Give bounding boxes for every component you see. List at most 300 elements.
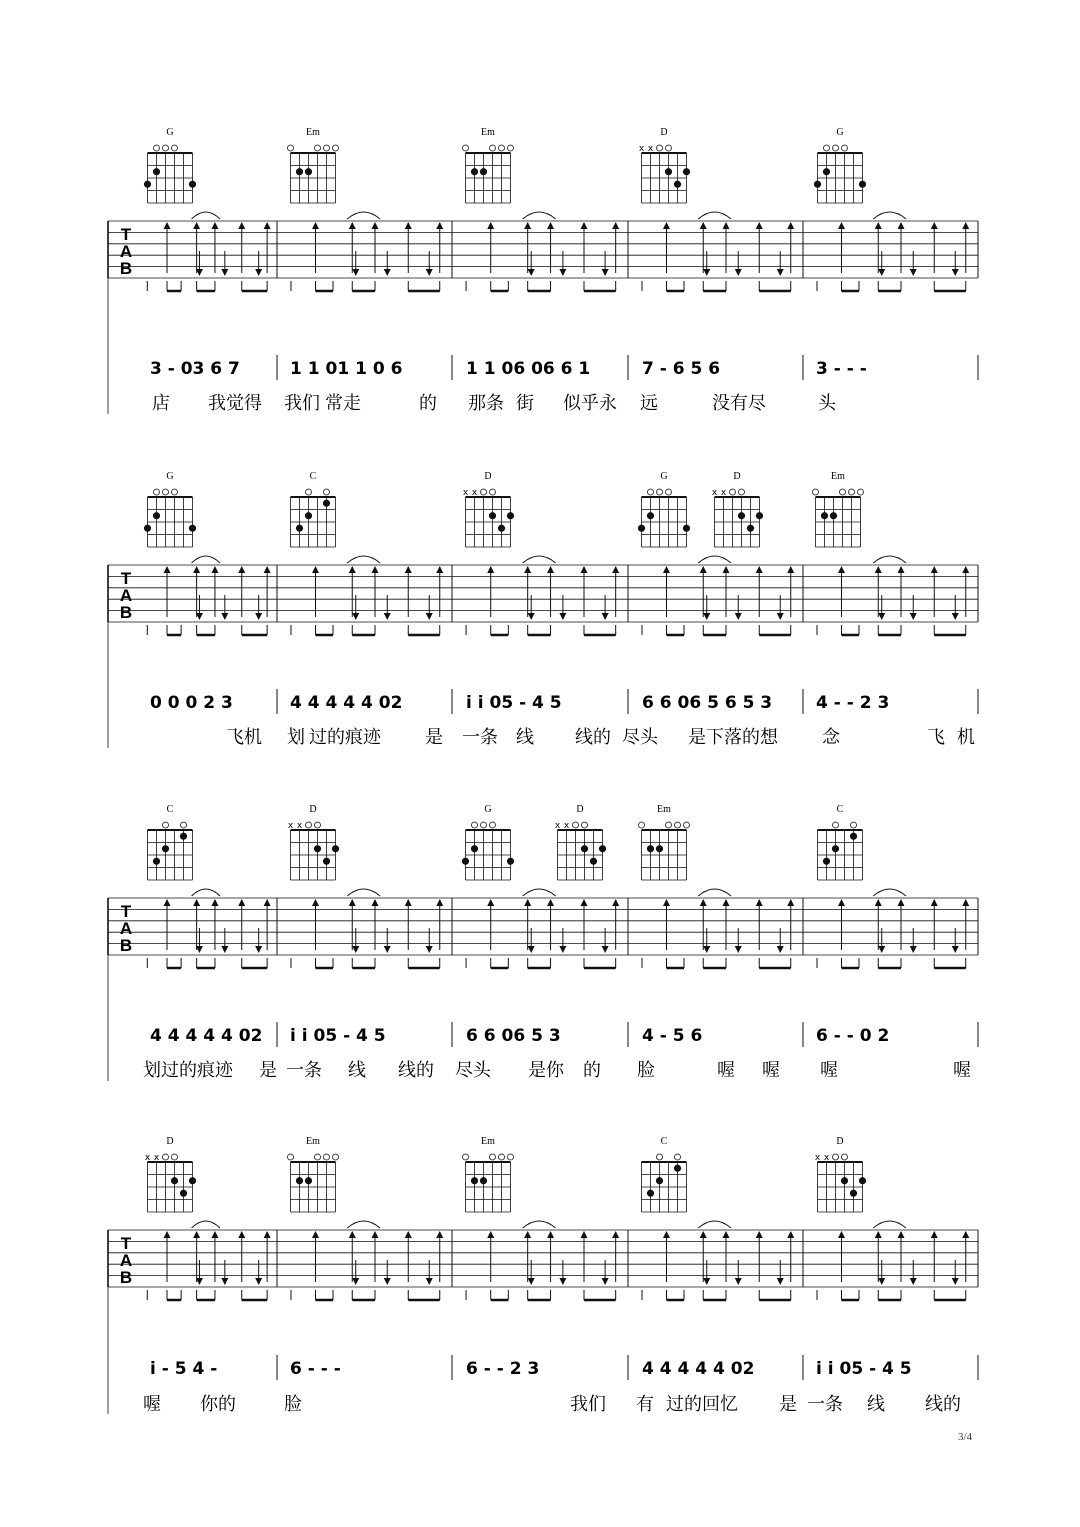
strum-up-arrow: [581, 222, 588, 229]
strum-up-arrow: [524, 566, 531, 573]
numbered-notation: 4 4 4 4 4 02: [642, 1359, 755, 1379]
chord-name: D: [660, 127, 668, 138]
open-string-mark: [499, 1154, 505, 1160]
numbered-notation: 4 - 5 6: [642, 1026, 703, 1046]
strum-down-arrow: [559, 1278, 566, 1285]
muted-string-mark: x: [720, 488, 727, 498]
finger-dot: [296, 1177, 303, 1184]
open-string-mark: [573, 822, 579, 828]
numbered-notation: 1 1 01 1 0 6: [290, 359, 403, 379]
open-string-mark: [842, 1154, 848, 1160]
chord-name: C: [166, 804, 174, 815]
chord-diagram: [462, 804, 514, 880]
lyric: 一条: [462, 727, 498, 748]
open-string-mark: [730, 489, 736, 495]
open-string-mark: [639, 822, 645, 828]
finger-dot: [153, 858, 160, 865]
strum-down-arrow: [703, 946, 710, 953]
open-string-mark: [657, 145, 663, 151]
strum-up-arrow: [349, 222, 356, 229]
open-string-mark: [163, 822, 169, 828]
strum-up-arrow: [787, 1231, 794, 1238]
chord-name: D: [309, 804, 317, 815]
strum-up-arrow: [875, 222, 882, 229]
finger-dot: [498, 525, 505, 532]
strum-up-arrow: [264, 899, 271, 906]
finger-dot: [841, 1177, 848, 1184]
strum-up-arrow: [898, 566, 905, 573]
tab-clef-letter: B: [119, 936, 133, 955]
strum-measure: [817, 1221, 969, 1300]
open-string-mark: [657, 1154, 663, 1160]
strum-up-arrow: [547, 1231, 554, 1238]
strum-down-arrow: [255, 946, 262, 953]
finger-dot: [462, 858, 469, 865]
strum-down-arrow: [952, 269, 959, 276]
strum-down-arrow: [221, 946, 228, 953]
strum-down-arrow: [952, 946, 959, 953]
finger-dot: [738, 512, 745, 519]
strum-up-arrow: [436, 566, 443, 573]
lyric: 是下落的想: [688, 727, 778, 748]
finger-dot: [471, 845, 478, 852]
lyric: 我觉得: [208, 393, 262, 414]
finger-dot: [162, 845, 169, 852]
strum-down-arrow: [735, 946, 742, 953]
finger-dot: [144, 181, 151, 188]
strum-up-arrow: [962, 1231, 969, 1238]
strum-up-arrow: [211, 222, 218, 229]
strum-up-arrow: [372, 566, 379, 573]
finger-dot: [480, 1177, 487, 1184]
muted-string-mark: x: [471, 488, 478, 498]
open-string-mark: [666, 145, 672, 151]
finger-dot: [296, 168, 303, 175]
lyric: 是: [259, 1060, 277, 1081]
finger-dot: [189, 1177, 196, 1184]
strum-measure: [291, 212, 443, 291]
strum-up-arrow: [349, 1231, 356, 1238]
strum-up-arrow: [898, 222, 905, 229]
strum-up-arrow: [524, 222, 531, 229]
chord-name: G: [166, 127, 174, 138]
strum-up-arrow: [211, 1231, 218, 1238]
finger-dot: [507, 512, 514, 519]
strum-up-arrow: [487, 1231, 494, 1238]
open-string-mark: [858, 489, 864, 495]
strum-measure: [291, 1221, 443, 1300]
tab-staff: [108, 565, 978, 622]
strum-measure: [817, 212, 969, 291]
system-row: [108, 471, 978, 748]
numbered-notation: 6 6 06 5 3: [466, 1026, 561, 1046]
chord-diagram: [291, 471, 336, 547]
tab-clef-letter: A: [119, 586, 133, 605]
strum-down-arrow: [221, 613, 228, 620]
chord-diagram: [642, 1136, 687, 1212]
lyric: 线的: [398, 1060, 434, 1081]
tie-arc: [873, 212, 906, 219]
strum-up-arrow: [211, 899, 218, 906]
open-string-mark: [481, 489, 487, 495]
strum-up-arrow: [372, 1231, 379, 1238]
lyric: 街: [516, 393, 534, 414]
tab-clef-letter: B: [119, 1268, 133, 1287]
strum-down-arrow: [528, 1278, 535, 1285]
muted-string-mark: x: [296, 821, 303, 831]
strum-down-arrow: [878, 946, 885, 953]
tab-staff: [108, 898, 978, 955]
finger-dot: [674, 1165, 681, 1172]
finger-dot: [507, 858, 514, 865]
strum-up-arrow: [312, 899, 319, 906]
finger-dot: [823, 168, 830, 175]
strum-measure: [642, 1221, 794, 1300]
finger-dot: [314, 845, 321, 852]
strum-up-arrow: [581, 566, 588, 573]
numbered-notation: 7 - 6 5 6: [642, 359, 721, 379]
lyric: 线的: [925, 1394, 961, 1415]
chord-name: G: [166, 471, 174, 482]
strum-up-arrow: [193, 899, 200, 906]
strum-up-arrow: [612, 222, 619, 229]
muted-string-mark: x: [554, 821, 561, 831]
tie-arc: [523, 1221, 556, 1228]
strum-up-arrow: [756, 566, 763, 573]
muted-string-mark: x: [711, 488, 718, 498]
finger-dot: [153, 168, 160, 175]
open-string-mark: [813, 489, 819, 495]
strum-measure: [466, 556, 619, 635]
strum-up-arrow: [962, 899, 969, 906]
tie-arc: [347, 556, 380, 563]
strum-up-arrow: [436, 222, 443, 229]
strum-up-arrow: [238, 566, 245, 573]
finger-dot: [296, 525, 303, 532]
strum-measure: [642, 212, 794, 291]
lyric: 喔: [953, 1060, 971, 1081]
finger-dot: [180, 833, 187, 840]
strum-up-arrow: [787, 222, 794, 229]
muted-string-mark: x: [638, 144, 645, 154]
strum-up-arrow: [931, 899, 938, 906]
strum-down-arrow: [703, 613, 710, 620]
numbered-notation: 0 0 0 2 3: [150, 693, 233, 713]
open-string-mark: [833, 822, 839, 828]
open-string-mark: [172, 1154, 178, 1160]
strum-down-arrow: [878, 269, 885, 276]
strum-up-arrow: [193, 222, 200, 229]
strum-up-arrow: [436, 899, 443, 906]
open-string-mark: [463, 1154, 469, 1160]
numbered-notation: 6 - - 0 2: [816, 1026, 890, 1046]
numbered-notation: 6 - - -: [290, 1359, 341, 1379]
strum-down-arrow: [777, 946, 784, 953]
strum-up-arrow: [756, 899, 763, 906]
finger-dot: [153, 512, 160, 519]
lyric: 线: [516, 727, 534, 748]
finger-dot: [656, 1177, 663, 1184]
muted-string-mark: x: [814, 1153, 821, 1163]
finger-dot: [480, 168, 487, 175]
strum-up-arrow: [349, 566, 356, 573]
strum-down-arrow: [352, 946, 359, 953]
strum-up-arrow: [898, 1231, 905, 1238]
lyric: 一条: [286, 1060, 322, 1081]
numbered-notation: 3 - 03 6 7: [150, 359, 240, 379]
strum-up-arrow: [524, 1231, 531, 1238]
chord-diagram: [144, 127, 196, 203]
chord-name: Em: [657, 804, 671, 815]
tie-arc: [698, 1221, 731, 1228]
strum-up-arrow: [723, 222, 730, 229]
muted-string-mark: x: [462, 488, 469, 498]
finger-dot: [471, 1177, 478, 1184]
strum-measure: [291, 556, 443, 635]
tie-arc: [698, 212, 731, 219]
strum-up-arrow: [547, 222, 554, 229]
finger-dot: [665, 168, 672, 175]
strum-up-arrow: [723, 1231, 730, 1238]
strum-up-arrow: [663, 1231, 670, 1238]
strum-up-arrow: [931, 566, 938, 573]
strum-up-arrow: [581, 1231, 588, 1238]
open-string-mark: [288, 145, 294, 151]
finger-dot: [144, 525, 151, 532]
finger-dot: [305, 512, 312, 519]
open-string-mark: [306, 489, 312, 495]
tie-arc: [347, 212, 380, 219]
chord-name: C: [836, 804, 844, 815]
open-string-mark: [163, 145, 169, 151]
strum-up-arrow: [875, 1231, 882, 1238]
lyric: 没有尽: [712, 393, 766, 414]
strum-up-arrow: [487, 222, 494, 229]
strum-measure: [817, 889, 969, 968]
open-string-mark: [684, 822, 690, 828]
numbered-notation: 6 - - 2 3: [466, 1359, 540, 1379]
strum-up-arrow: [312, 1231, 319, 1238]
open-string-mark: [324, 145, 330, 151]
strum-up-arrow: [405, 566, 412, 573]
chord-name: Em: [481, 127, 495, 138]
lyric: 喔: [143, 1394, 161, 1415]
open-string-mark: [675, 1154, 681, 1160]
lyric: 是你: [528, 1060, 564, 1081]
strum-up-arrow: [312, 222, 319, 229]
lyric: 脸: [637, 1060, 655, 1081]
tie-arc: [873, 889, 906, 896]
strum-down-arrow: [426, 1278, 433, 1285]
lyric: 你的: [200, 1394, 236, 1415]
tie-arc: [523, 556, 556, 563]
chord-name: D: [733, 471, 741, 482]
tie-arc: [192, 556, 220, 563]
strum-measure: [642, 889, 794, 968]
strum-up-arrow: [312, 566, 319, 573]
strum-down-arrow: [878, 1278, 885, 1285]
open-string-mark: [490, 822, 496, 828]
strum-up-arrow: [838, 1231, 845, 1238]
strum-down-arrow: [777, 1278, 784, 1285]
strum-down-arrow: [703, 269, 710, 276]
strum-up-arrow: [756, 1231, 763, 1238]
open-string-mark: [306, 822, 312, 828]
lyric: 远: [640, 393, 658, 414]
finger-dot: [850, 833, 857, 840]
tab-clef-letter: B: [119, 603, 133, 622]
lyric: 一条: [807, 1394, 843, 1415]
tab-clef-letter: T: [120, 569, 132, 588]
strum-up-arrow: [436, 1231, 443, 1238]
open-string-mark: [657, 489, 663, 495]
finger-dot: [171, 1177, 178, 1184]
finger-dot: [821, 512, 828, 519]
strum-up-arrow: [211, 566, 218, 573]
strum-down-arrow: [528, 269, 535, 276]
strum-down-arrow: [910, 613, 917, 620]
lyric: 我们: [284, 393, 320, 414]
strum-down-arrow: [777, 613, 784, 620]
strum-down-arrow: [602, 946, 609, 953]
lyric: 机: [957, 727, 975, 748]
lyric: 念: [822, 727, 840, 748]
finger-dot: [830, 512, 837, 519]
strum-up-arrow: [700, 1231, 707, 1238]
muted-string-mark: x: [647, 144, 654, 154]
chord-name: D: [576, 804, 584, 815]
chord-diagram: [463, 471, 514, 547]
finger-dot: [189, 181, 196, 188]
strum-down-arrow: [878, 613, 885, 620]
finger-dot: [647, 845, 654, 852]
muted-string-mark: x: [823, 1153, 830, 1163]
tab-clef-letter: T: [120, 225, 132, 244]
open-string-mark: [288, 1154, 294, 1160]
lyric: 我们: [570, 1394, 606, 1415]
tie-arc: [698, 556, 731, 563]
open-string-mark: [666, 822, 672, 828]
open-string-mark: [833, 1154, 839, 1160]
tie-arc: [873, 556, 906, 563]
strum-up-arrow: [898, 899, 905, 906]
finger-dot: [823, 858, 830, 865]
strum-up-arrow: [164, 566, 171, 573]
open-string-mark: [154, 145, 160, 151]
open-string-mark: [163, 489, 169, 495]
strum-down-arrow: [528, 946, 535, 953]
finger-dot: [599, 845, 606, 852]
chord-name: Em: [306, 1136, 320, 1147]
strum-measure: [466, 1221, 619, 1300]
open-string-mark: [324, 1154, 330, 1160]
chord-diagram: [813, 471, 864, 547]
lyric: 飞: [927, 727, 945, 748]
chord-diagram: [638, 471, 690, 547]
system-row: [108, 804, 978, 1081]
strum-up-arrow: [663, 566, 670, 573]
tie-arc: [192, 1221, 220, 1228]
strum-down-arrow: [384, 613, 391, 620]
open-string-mark: [333, 145, 339, 151]
finger-dot: [859, 181, 866, 188]
chord-name: G: [660, 471, 668, 482]
strum-up-arrow: [524, 899, 531, 906]
finger-dot: [647, 512, 654, 519]
tie-arc: [192, 212, 220, 219]
strum-up-arrow: [193, 566, 200, 573]
finger-dot: [581, 845, 588, 852]
lyric: 是: [425, 727, 443, 748]
chord-diagram: [145, 1136, 196, 1212]
open-string-mark: [675, 822, 681, 828]
finger-dot: [814, 181, 821, 188]
strum-up-arrow: [700, 222, 707, 229]
strum-down-arrow: [426, 946, 433, 953]
strum-up-arrow: [723, 566, 730, 573]
lyric: 常走: [325, 393, 361, 414]
chord-diagram: [463, 127, 514, 203]
open-string-mark: [172, 489, 178, 495]
strum-up-arrow: [875, 566, 882, 573]
finger-dot: [747, 525, 754, 532]
lyric: 那条: [468, 393, 504, 414]
lyric: 线: [348, 1060, 366, 1081]
strum-up-arrow: [238, 899, 245, 906]
strum-down-arrow: [352, 1278, 359, 1285]
strum-up-arrow: [612, 1231, 619, 1238]
tab-clef-letter: T: [120, 902, 132, 921]
strum-up-arrow: [931, 222, 938, 229]
strum-down-arrow: [255, 1278, 262, 1285]
muted-string-mark: x: [153, 1153, 160, 1163]
lyric: 是: [779, 1394, 797, 1415]
tab-clef-letter: A: [119, 1251, 133, 1270]
strum-up-arrow: [193, 1231, 200, 1238]
strum-down-arrow: [221, 269, 228, 276]
chord-diagram: [639, 804, 690, 880]
strum-measure: [466, 212, 619, 291]
open-string-mark: [508, 1154, 514, 1160]
lyric: 似乎永: [563, 393, 617, 414]
lyric: 线的: [575, 727, 611, 748]
open-string-mark: [851, 822, 857, 828]
strum-up-arrow: [700, 899, 707, 906]
open-string-mark: [842, 145, 848, 151]
open-string-mark: [833, 145, 839, 151]
numbered-notation: 4 4 4 4 4 02: [290, 693, 403, 713]
chord-diagram: [148, 804, 193, 880]
open-string-mark: [472, 822, 478, 828]
numbered-notation: i i 05 - 4 5: [816, 1359, 912, 1379]
strum-up-arrow: [264, 566, 271, 573]
numbered-notation: 4 - - 2 3: [816, 693, 890, 713]
strum-up-arrow: [756, 222, 763, 229]
muted-string-mark: x: [563, 821, 570, 831]
finger-dot: [180, 1190, 187, 1197]
lyric: 过的痕迹: [309, 727, 381, 748]
strum-down-arrow: [602, 613, 609, 620]
strum-down-arrow: [221, 1278, 228, 1285]
numbered-notation: i i 05 - 4 5: [290, 1026, 386, 1046]
strum-up-arrow: [663, 899, 670, 906]
strum-up-arrow: [547, 899, 554, 906]
strum-down-arrow: [559, 269, 566, 276]
open-string-mark: [499, 145, 505, 151]
lyric: 的: [583, 1060, 601, 1081]
numbered-notation: 1 1 06 06 6 1: [466, 359, 591, 379]
finger-dot: [323, 858, 330, 865]
